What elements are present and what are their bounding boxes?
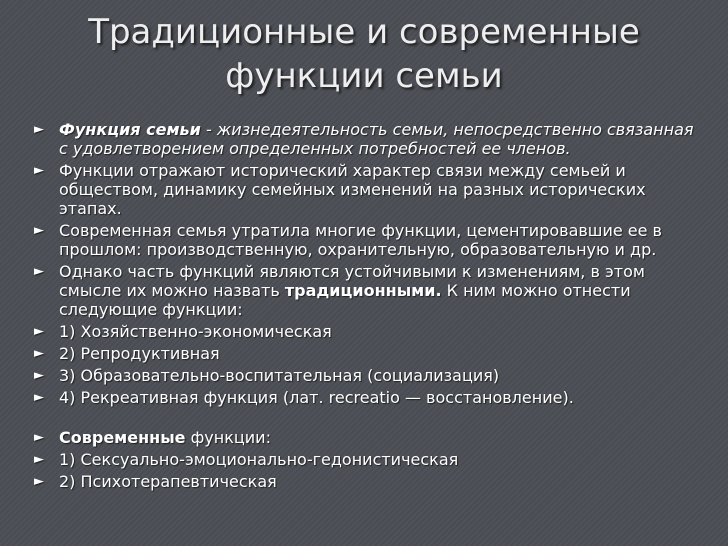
bullet-icon: ► — [34, 390, 44, 405]
item-text: Современная семья утратила многие функции, цементировавшие ее в прошлом: производственную, охранительную, образовательную и др. — [59, 221, 662, 259]
bullet-icon: ► — [34, 324, 44, 339]
bullet-icon: ► — [34, 264, 44, 279]
bullet-icon: ► — [34, 368, 44, 383]
list-item — [32, 221, 702, 259]
bullet-icon: ► — [34, 474, 44, 489]
list-item — [32, 388, 702, 407]
list-item-family-function — [32, 120, 702, 158]
item-text: 1) Сексуально-эмоционально-гедонистическая — [59, 450, 459, 469]
item-text: 1) Хозяйственно-экономическая — [59, 322, 332, 341]
list-item — [32, 262, 702, 319]
list-item — [32, 366, 702, 385]
bullet-icon: ► — [34, 452, 44, 467]
item-text: 3) Образовательно-воспитательная (социализация) — [59, 366, 500, 385]
item-text: Однако часть функций являются устойчивыми к изменениям, в этом смысле их можно назвать — [59, 262, 645, 300]
spacer — [32, 410, 702, 428]
bullet-icon: ► — [34, 346, 44, 361]
item-text: Функции отражают исторический характер связи между семьей и обществом, динамику семейных изменений на разных исторических этапах. — [59, 161, 646, 218]
item-text: 2) Репродуктивная — [59, 344, 220, 363]
bullet-icon: ► — [34, 223, 44, 238]
bullet-icon: ► — [34, 163, 44, 178]
item-text: К ним можно отнести следующие функции: — [59, 281, 631, 319]
definition-text: - жизнедеятельность семьи, непосредственно связанная с удовлетворением определенных потребностей ее членов. — [59, 120, 694, 158]
bullet-list — [32, 120, 702, 494]
item-text: 2) Психотерапевтическая — [59, 472, 277, 491]
item-text: 4) Рекреативная функция (лат. recreatio — восстановление). — [59, 388, 574, 407]
list-item — [32, 344, 702, 363]
list-item — [32, 472, 702, 491]
bullet-icon: ► — [34, 430, 44, 445]
bullet-icon: ► — [34, 122, 44, 137]
title-line-2: функции семьи — [225, 56, 503, 96]
term-family-function: Функция семьи — [59, 120, 201, 139]
list-item — [32, 450, 702, 469]
item-text: функции: — [185, 428, 271, 447]
slide-title — [40, 10, 688, 98]
list-item — [32, 161, 702, 218]
title-line-1: Традиционные и современные — [88, 12, 640, 52]
list-item-modern-functions — [32, 428, 702, 447]
term-traditional: традиционными. — [284, 281, 442, 300]
list-item — [32, 322, 702, 341]
term-modern: Современные — [59, 428, 186, 447]
